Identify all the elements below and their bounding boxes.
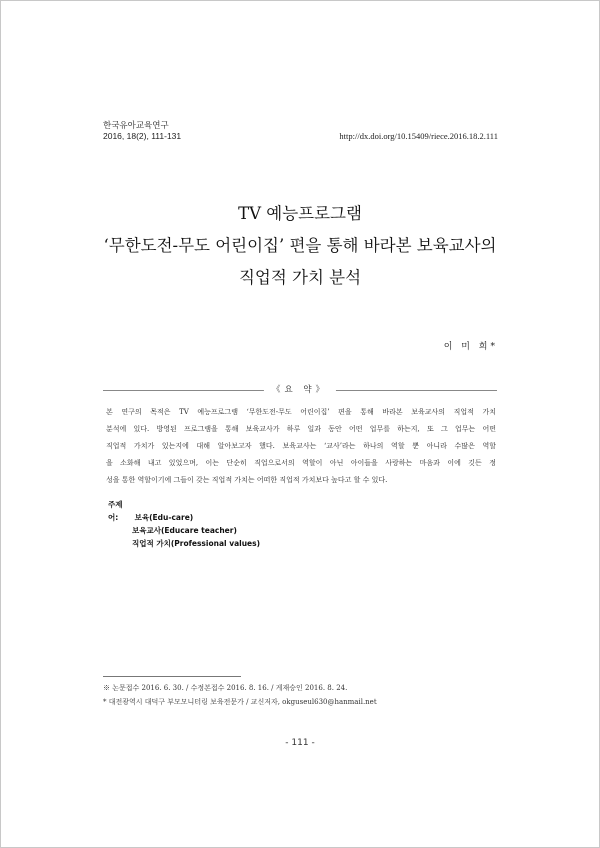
- abstract-line: 직업적 가치가 있는지에 대해 알아보고자 했다. 보육교사는 ‘교사’라는 하나의 역할 뿐 아니라 수많은 역할: [106, 442, 496, 450]
- abstract-line: 성을 통한 역할이기에 그들이 갖는 직업적 가치는 어떠한 직업적 가치보다 높다고 할 수 있다.: [106, 476, 388, 484]
- journal-name: 한국유아교육연구: [103, 120, 169, 130]
- abstract-heading: 《요 약》: [264, 383, 336, 395]
- keyword-item: 직업적 가치(Professional values): [132, 539, 261, 548]
- journal-issue: 2016, 18(2), 111-131: [103, 131, 182, 141]
- paper-title: [60, 198, 540, 294]
- title-line-1: TV 예능프로그램: [238, 204, 362, 223]
- abstract-line: 분석에 있다. 방영된 프로그램을 통해 보육교사가 하루 일과 동안 어떤 업무를 하는지, 또 그 업무는 어떤: [106, 425, 496, 433]
- title-line-3: 직업적 가치 분석: [238, 268, 362, 287]
- keyword-item: 보육(Edu-care): [134, 513, 194, 522]
- abstract-line: 본 연구의 목적은 TV 예능프로그램 ‘무한도전-무도 어린이집’ 편을 통해 바라본 보육교사의 직업적 가치: [106, 408, 496, 416]
- author-name: 이 미 희*: [443, 342, 498, 352]
- keyword-item: 보육교사(Educare teacher): [132, 526, 237, 535]
- abstract-body: [106, 404, 496, 489]
- keywords-label: 주제어:: [108, 500, 123, 522]
- footnote-divider: [103, 676, 241, 677]
- doi-link[interactable]: http://dx.doi.org/10.15409/riece.2016.18.2.111: [339, 131, 498, 141]
- abstract-line: 을 소화해 내고 있었으며, 이는 단순히 직업으로서의 역할이 아닌 아이들을 사랑하는 마음과 이에 깃든 정: [106, 459, 496, 467]
- page-number: - 111 -: [285, 738, 315, 748]
- footnote-dates: ※ 논문접수 2016. 6. 30. / 수정본접수 2016. 8. 16. / 게재승인 2016. 8. 24.: [103, 684, 348, 692]
- keywords: [108, 498, 260, 550]
- title-line-2: ‘무한도전-무도 어린이집’ 편을 통해 바라본 보육교사의: [103, 236, 497, 255]
- footnote-affiliation: * 대전광역시 대덕구 부모모니터링 보육전문가 / 교신저자, okguseul630@hanmail.net: [103, 698, 377, 706]
